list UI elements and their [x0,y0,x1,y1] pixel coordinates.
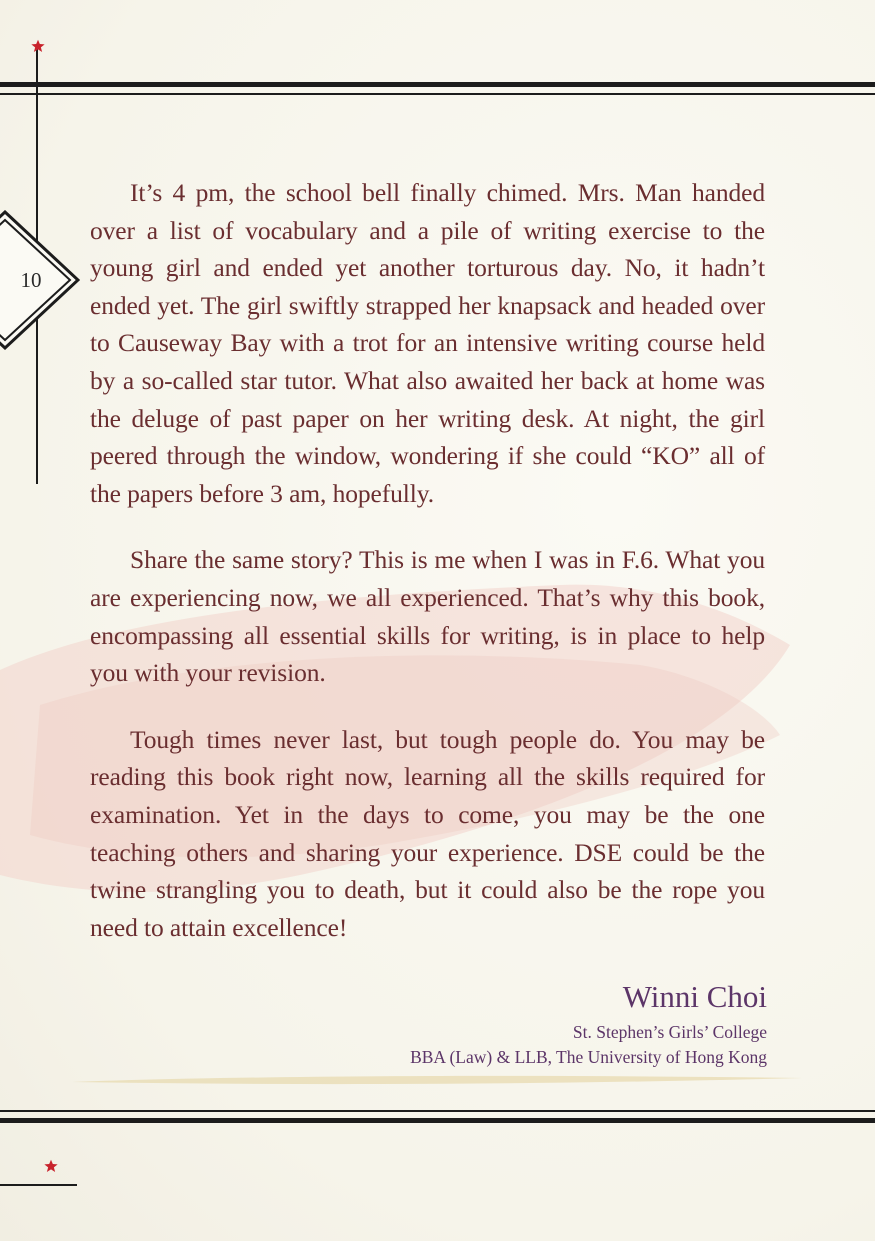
signature-underline-stroke [72,1074,802,1086]
paragraph: Tough times never last, but tough people do. You may be reading this book right now, learning all the skills required for examination. Yet in the days to come, you may be the one teaching others and sharing your experience. DSE could be the twine strangling you to death, but it could also be the rope you need to attain excellence! [90,724,765,942]
author-school: St. Stephen’s Girls’ College [572,1022,767,1042]
bottom-thick-rule [0,1118,875,1123]
paragraph: Share the same story? This is me when I was in F.6. What you are experiencing now, we all experienced. That’s why this book, encompassing all essential skills for writing, is in place to help you with your revision. [90,545,765,688]
bottom-short-line [0,1184,77,1186]
top-thin-rule [0,93,875,95]
star-icon [31,39,45,53]
page-number: 10 [20,268,42,292]
paragraph: It’s 4 pm, the school bell finally chimed. Mrs. Man handed over a list of vocabulary and a pile of writing exercise to the young girl and ended yet another torturous day. No, it hadn’t ended yet. The girl swiftly strapped her knapsack and headed over to Causeway Bay with a trot for an intensive writing course held by a so-called star tutor. What also awaited her back at home was the deluge of past paper on her writing desk. At night, the girl peered through the window, wondering if she could “KO” all of the papers before 3 am, hopefully. [90,178,765,508]
author-degree: BBA (Law) & LLB, The University of Hong Kong [410,1047,767,1067]
author-name: Winni Choi [622,979,767,1014]
top-thick-rule [0,82,875,87]
article-body [90,174,765,975]
bottom-thin-rule [0,1110,875,1112]
star-icon [44,1159,58,1173]
signature-block [410,978,767,1070]
